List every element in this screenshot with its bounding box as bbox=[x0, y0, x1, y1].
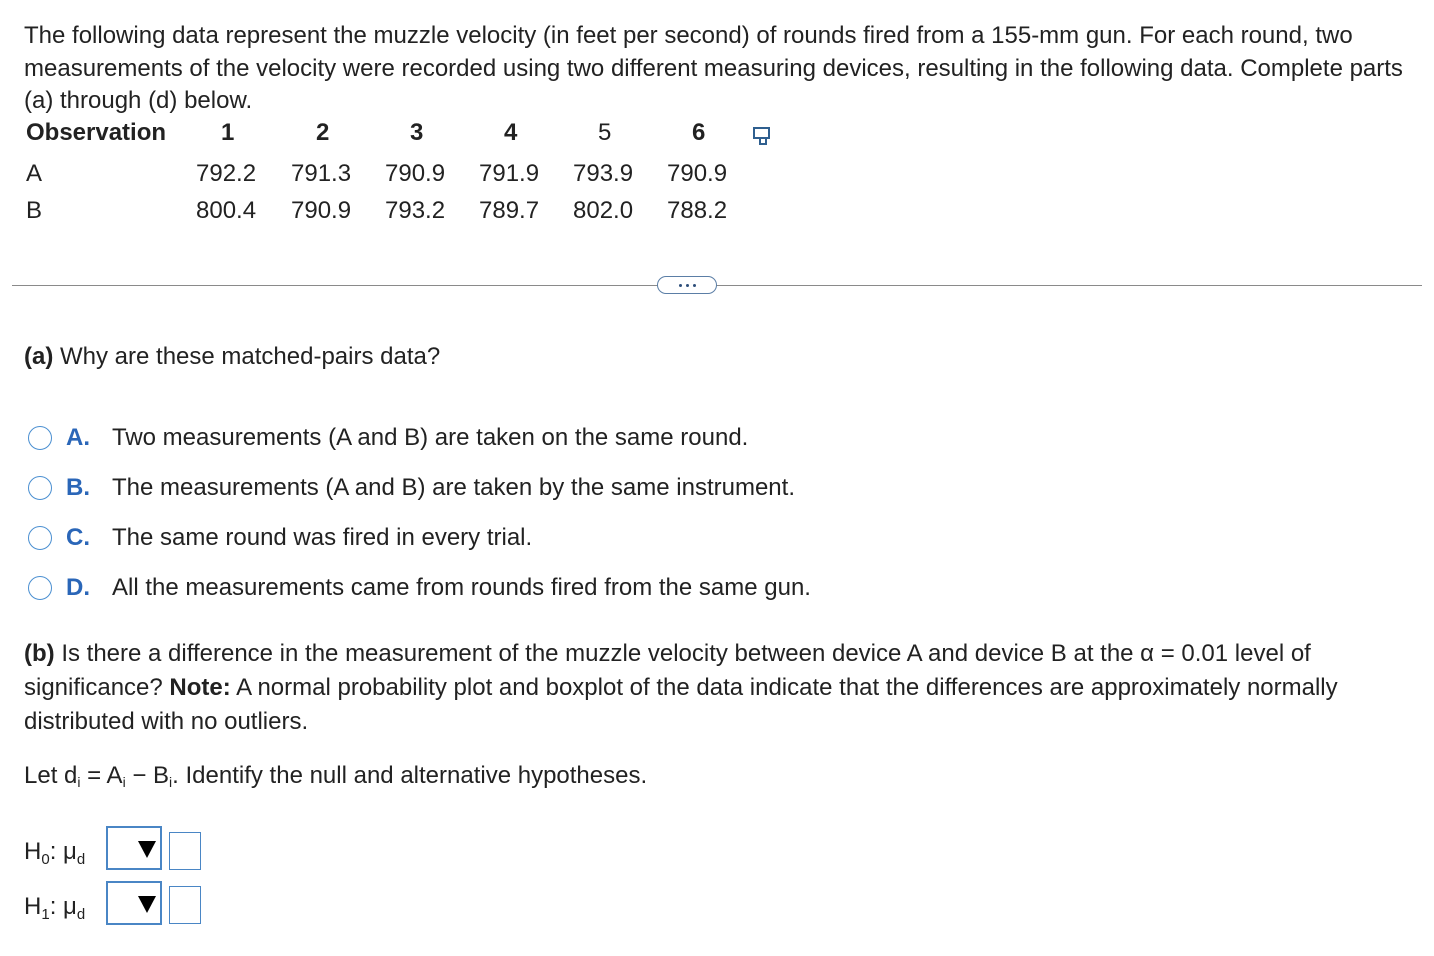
option-text: Two measurements (A and B) are taken on the same round. bbox=[112, 424, 749, 451]
part-b-text: Is there a difference in the measurement of the muzzle velocity between device A and device B at the α = 0.01 level of significance? bbox=[24, 640, 1311, 701]
radio-option-a[interactable] bbox=[28, 426, 52, 450]
col-header-6: 6 bbox=[692, 119, 706, 146]
let-statement: Let $d_i = A_i - B_i$. Identify the null and alternative hypotheses. bbox=[24, 762, 648, 790]
data-table bbox=[24, 119, 784, 229]
table-cell: 792.2 bbox=[196, 160, 257, 187]
note-label: Note: bbox=[169, 674, 231, 701]
copy-icon[interactable] bbox=[752, 126, 774, 146]
option-c[interactable] bbox=[28, 524, 532, 552]
table-cell: 800.4 bbox=[196, 197, 257, 224]
option-text: The measurements (A and B) are taken by the same instrument. bbox=[112, 474, 795, 501]
col-header-5: 5 bbox=[598, 119, 612, 146]
col-header-4: 4 bbox=[504, 119, 518, 146]
note-text: A normal probability plot and boxplot of the data indicate that the differences are approximately normally distributed with no outliers. bbox=[24, 674, 1338, 735]
null-hypothesis bbox=[24, 838, 104, 868]
option-a[interactable] bbox=[28, 424, 748, 452]
table-header-label: Observation bbox=[26, 119, 167, 146]
h0-symbol: $H_0$: $\mu_d$ bbox=[24, 838, 86, 868]
table-cell: 802.0 bbox=[573, 197, 634, 224]
table-cell: 790.9 bbox=[291, 197, 352, 224]
option-letter: A. bbox=[66, 424, 90, 451]
part-b-question bbox=[24, 637, 1414, 739]
option-text: All the measurements came from rounds fired from the same gun. bbox=[112, 574, 811, 601]
option-letter: D. bbox=[66, 574, 90, 601]
radio-option-b[interactable] bbox=[28, 476, 52, 500]
option-text: The same round was fired in every trial. bbox=[112, 524, 533, 551]
problem-intro: The following data represent the muzzle velocity (in feet per second) of rounds fired from a 155-mm gun. For each round, two measurements of the velocity were recorded using two different measuring devices, resulting in the following data. Complete parts (a) through (d) below. bbox=[24, 22, 1403, 114]
dropdown-triangle-icon bbox=[138, 841, 156, 858]
table-cell: 791.9 bbox=[479, 160, 540, 187]
table-cell: 791.3 bbox=[291, 160, 352, 187]
col-header-1: 1 bbox=[221, 119, 235, 146]
table-cell: 788.2 bbox=[667, 197, 728, 224]
table-cell: 790.9 bbox=[385, 160, 446, 187]
part-b-label: (b) bbox=[24, 640, 55, 667]
table-cell: 793.9 bbox=[573, 160, 634, 187]
radio-option-c[interactable] bbox=[28, 526, 52, 550]
option-letter: C. bbox=[66, 524, 90, 551]
col-header-3: 3 bbox=[410, 119, 424, 146]
radio-option-d[interactable] bbox=[28, 576, 52, 600]
part-a-label: (a) bbox=[24, 343, 54, 370]
h0-operator-dropdown[interactable] bbox=[106, 826, 162, 870]
part-a-text: Why are these matched-pairs data? bbox=[60, 343, 441, 370]
option-d[interactable] bbox=[28, 574, 811, 602]
option-b[interactable] bbox=[28, 474, 795, 502]
option-letter: B. bbox=[66, 474, 90, 501]
table-cell: 790.9 bbox=[667, 160, 728, 187]
table-cell: 793.2 bbox=[385, 197, 446, 224]
section-divider bbox=[12, 285, 1422, 286]
h1-operator-dropdown[interactable] bbox=[106, 881, 162, 925]
row-label-b: B bbox=[26, 197, 43, 224]
part-a-question bbox=[24, 343, 440, 371]
alternative-hypothesis bbox=[24, 893, 104, 923]
dropdown-triangle-icon bbox=[138, 896, 156, 913]
h1-value-input[interactable] bbox=[169, 886, 201, 924]
col-header-2: 2 bbox=[316, 119, 330, 146]
table-cell: 789.7 bbox=[479, 197, 540, 224]
h0-value-input[interactable] bbox=[169, 832, 201, 870]
row-label-a: A bbox=[26, 160, 43, 187]
h1-symbol: $H_1$: $\mu_d$ bbox=[24, 893, 86, 923]
more-dots-icon[interactable] bbox=[657, 276, 717, 294]
